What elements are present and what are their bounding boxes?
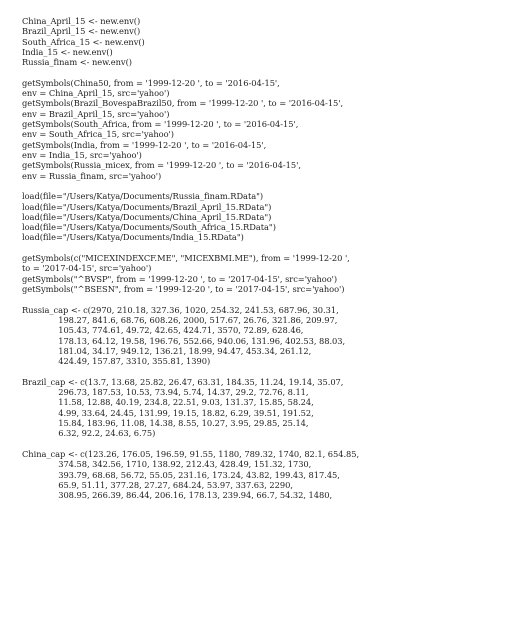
code-line: load(file="/Users/Katya/Documents/Russia_finam.RData") xyxy=(22,191,264,202)
code-line: 424.49, 157.87, 3310, 355.81, 1390) xyxy=(22,356,211,367)
code-line: Russia_cap <- c(2970, 210.18, 327.36, 1020, 254.32, 241.53, 687.96, 30.31, xyxy=(22,304,339,315)
code-line: 393.79, 68.68, 56.72, 55.05, 231.16, 173.24, 43.82, 199.43, 817.45, xyxy=(22,469,340,480)
code-line: 178.13, 64.12, 19.58, 196.76, 552.66, 940.06, 131.96, 402.53, 88.03, xyxy=(22,335,346,346)
code-line: env = Brazil_April_15, src='yahoo') xyxy=(22,108,170,119)
code-line: 105.43, 774.61, 49.72, 42.65, 424.71, 3570, 72.89, 628.46, xyxy=(22,325,304,336)
code-line: India_15 <- new.env() xyxy=(22,46,113,57)
code-line: Brazil_April_15 <- new.env() xyxy=(22,26,141,37)
code-line: 198.27, 841.6, 68.76, 608.26, 2000, 517.67, 26.76, 321.86, 209.97, xyxy=(22,314,338,325)
load-block xyxy=(22,191,502,242)
code-line: South_Africa_15 <- new.env() xyxy=(22,36,145,47)
code-line: 15.84, 183.96, 11.08, 14.38, 8.55, 10.27, 3.95, 29.85, 25.14, xyxy=(22,418,309,429)
code-line: getSymbols(c("MICEXINDEXCF.ME", "MICEXBMI.ME"), from = '1999-12-20 ', xyxy=(22,253,350,264)
code-line: getSymbols(Brazil_BovespaBrazil50, from = '1999-12-20 ', to = '2016-04-15', xyxy=(22,98,344,109)
code-line: 65.9, 51.11, 377.28, 27.27, 684.24, 53.97, 337.63, 2290, xyxy=(22,479,293,490)
env-creation-block xyxy=(22,16,502,67)
code-line: 308.95, 266.39, 86.44, 206.16, 178.13, 239.94, 66.7, 54.32, 1480, xyxy=(22,490,333,501)
code-line: China_April_15 <- new.env() xyxy=(22,16,141,26)
code-line: getSymbols(China50, from = '1999-12-20 ', to = '2016-04-15', xyxy=(22,77,280,88)
code-line: Brazil_cap <- c(13.7, 13.68, 25.82, 26.47, 63.31, 184.35, 11.24, 19.14, 35.07, xyxy=(22,376,344,387)
code-line: load(file="/Users/Katya/Documents/China_April_15.RData") xyxy=(22,211,272,222)
code-line: to = '2017-04-15', src='yahoo') xyxy=(22,263,152,274)
code-line: env = Russia_finam, src='yahoo') xyxy=(22,170,162,181)
getsymbols-block xyxy=(22,78,502,181)
code-line: China_cap <- c(123.26, 176.05, 196.59, 91.55, 1180, 789.32, 1740, 82.1, 654.85, xyxy=(22,449,360,460)
code-line: getSymbols(India, from = '1999-12-20 ', to = '2016-04-15', xyxy=(22,139,267,150)
code-line: getSymbols(Russia_micex, from = '1999-12-20 ', to = '2016-04-15', xyxy=(22,160,301,171)
code-line: 6.32, 92.2, 24.63, 6.75) xyxy=(22,428,156,439)
russia-cap-block xyxy=(22,305,502,367)
code-line: Russia_finam <- new.env() xyxy=(22,57,132,68)
code-line: 181.04, 34.17, 949.12, 136.21, 18.99, 94.47, 453.34, 261.12, xyxy=(22,345,312,356)
index-symbols-block xyxy=(22,253,502,294)
code-line: getSymbols("^BSESN", from = '1999-12-20 ', to = '2017-04-15', src='yahoo') xyxy=(22,284,345,294)
code-line: load(file="/Users/Katya/Documents/India_15.RData") xyxy=(22,232,244,243)
code-line: getSymbols(South_Africa, from = '1999-12-20 ', to = '2016-04-15', xyxy=(22,119,299,130)
code-line: 11.58, 12.88, 40.19, 234.8, 22.51, 9.03, 131.37, 15.85, 58.24, xyxy=(22,397,314,408)
code-line: 4.99, 33.64, 24.45, 131.99, 19.15, 18.82, 6.29, 39.51, 191.52, xyxy=(22,407,314,418)
code-line: getSymbols("^BVSP", from = '1999-12-20 ', to = '2017-04-15', src='yahoo') xyxy=(22,273,338,284)
code-line: load(file="/Users/Katya/Documents/Brazil_April_15.RData") xyxy=(22,201,272,212)
brazil-cap-block xyxy=(22,377,502,439)
code-line: env = China_April_15, src='yahoo') xyxy=(22,88,170,99)
china-cap-block xyxy=(22,449,502,500)
code-line: load(file="/Users/Katya/Documents/South_Africa_15.RData") xyxy=(22,222,276,233)
code-listing xyxy=(22,16,502,511)
code-line: 296.73, 187.53, 10.53, 73.94, 5.74, 14.37, 29.2, 72.76, 8.11, xyxy=(22,387,309,398)
code-line: env = South_Africa_15, src='yahoo') xyxy=(22,129,174,140)
code-line: 374.58, 342.56, 1710, 138.92, 212.43, 428.49, 151.32, 1730, xyxy=(22,459,312,470)
code-line: env = India_15, src='yahoo') xyxy=(22,149,142,160)
